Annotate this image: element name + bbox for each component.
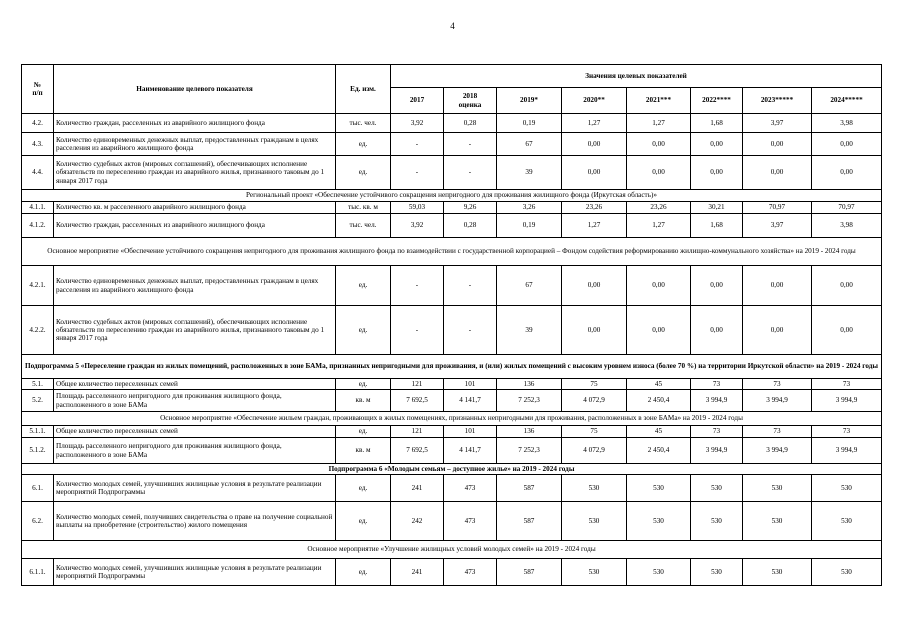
value-cell: 0,19 xyxy=(497,214,562,238)
row-number: 4.2.2. xyxy=(22,306,54,355)
row-number: 4.3. xyxy=(22,133,54,156)
section-heading: Региональный проект «Обеспечение устойчивого сокращения непригодного для проживания жилищного фонда (Иркутская область)» xyxy=(22,190,882,202)
unit-cell: ед. xyxy=(336,133,391,156)
value-cell: 0,00 xyxy=(812,306,882,355)
value-cell: 241 xyxy=(391,559,444,586)
value-cell: 0,00 xyxy=(812,266,882,306)
value-cell: 0,00 xyxy=(743,266,812,306)
indicator-name: Количество единовременных денежных выплат, предоставленных гражданам в целях расселения из аварийного жилищного фонда xyxy=(54,133,336,156)
section-row xyxy=(22,355,882,379)
value-cell: 530 xyxy=(691,559,743,586)
header-unit: Ед. изм. xyxy=(336,65,391,114)
value-cell: 3,97 xyxy=(743,214,812,238)
section-heading: Основное мероприятие «Улучшение жилищных условий молодых семей» на 2019 - 2024 годы xyxy=(22,541,882,559)
section-row xyxy=(22,238,882,266)
header-year: 2023***** xyxy=(743,88,812,114)
target-indicators-table xyxy=(21,64,882,586)
value-cell: 0,00 xyxy=(691,133,743,156)
value-cell: 73 xyxy=(691,426,743,438)
value-cell: 73 xyxy=(812,379,882,390)
value-cell: - xyxy=(391,156,444,190)
table-body xyxy=(22,114,882,586)
value-cell: 0,00 xyxy=(627,266,691,306)
value-cell: 4 141,7 xyxy=(444,390,497,412)
unit-cell: ед. xyxy=(336,266,391,306)
value-cell: 473 xyxy=(444,559,497,586)
table-row xyxy=(22,475,882,502)
row-number: 4.2. xyxy=(22,114,54,133)
header-year: 2024***** xyxy=(812,88,882,114)
value-cell: 0,19 xyxy=(497,114,562,133)
header-year: 2021*** xyxy=(627,88,691,114)
row-number: 6.1. xyxy=(22,475,54,502)
value-cell: 3,97 xyxy=(743,114,812,133)
value-cell: 4 072,9 xyxy=(562,438,627,464)
value-cell: 136 xyxy=(497,426,562,438)
unit-cell: ед. xyxy=(336,156,391,190)
indicator-name: Количество молодых семей, улучшивших жилищные условия в результате реализации мероприятий Подпрограммы xyxy=(54,559,336,586)
value-cell: 45 xyxy=(627,426,691,438)
indicator-name: Общее количество переселенных семей xyxy=(54,426,336,438)
table-row xyxy=(22,306,882,355)
value-cell: - xyxy=(444,266,497,306)
table-row xyxy=(22,559,882,586)
value-cell: 530 xyxy=(627,559,691,586)
header-year: 2020** xyxy=(562,88,627,114)
header-year: 2022**** xyxy=(691,88,743,114)
value-cell: 4 141,7 xyxy=(444,438,497,464)
table-row xyxy=(22,390,882,412)
value-cell: - xyxy=(444,156,497,190)
value-cell: 3,26 xyxy=(497,202,562,214)
value-cell: 45 xyxy=(627,379,691,390)
unit-cell: тыс. кв. м xyxy=(336,202,391,214)
table-row xyxy=(22,202,882,214)
value-cell: 70,97 xyxy=(743,202,812,214)
value-cell: 73 xyxy=(691,379,743,390)
section-row xyxy=(22,541,882,559)
section-row xyxy=(22,412,882,426)
row-number: 6.2. xyxy=(22,502,54,541)
indicator-name: Количество граждан, расселенных из аварийного жилищного фонда xyxy=(54,214,336,238)
value-cell: 7 692,5 xyxy=(391,438,444,464)
section-heading: Основное мероприятие «Обеспечение устойчивого сокращения непригодного для проживания жилищного фонда по взаимодействии с государственной корпорацией – Фондом содействия реформированию жилищно-коммунального хозяйства» на 2019 - 2024 годы xyxy=(22,238,882,266)
indicator-name: Количество судебных актов (мировых соглашений), обеспечивающих исполнение обязательств по переселению граждан из аварийного жилья, признанного таковым до 1 января 2017 года xyxy=(54,306,336,355)
value-cell: 0,00 xyxy=(812,156,882,190)
value-cell: 0,00 xyxy=(691,156,743,190)
indicator-name: Количество молодых семей, улучшивших жилищные условия в результате реализации мероприятий Подпрограммы xyxy=(54,475,336,502)
table-row xyxy=(22,502,882,541)
indicator-name: Общее количество переселенных семей xyxy=(54,379,336,390)
value-cell: 1,27 xyxy=(562,114,627,133)
value-cell: 2 450,4 xyxy=(627,390,691,412)
unit-cell: кв. м xyxy=(336,390,391,412)
value-cell: 121 xyxy=(391,426,444,438)
value-cell: 241 xyxy=(391,475,444,502)
value-cell: 530 xyxy=(812,559,882,586)
value-cell: 3 994,9 xyxy=(691,390,743,412)
value-cell: 530 xyxy=(743,559,812,586)
table-row xyxy=(22,379,882,390)
value-cell: 3 994,9 xyxy=(812,390,882,412)
value-cell: 73 xyxy=(743,426,812,438)
value-cell: 473 xyxy=(444,475,497,502)
indicator-name: Площадь расселенного непригодного для проживания жилищного фонда, расположенного в зоне БАМа xyxy=(54,390,336,412)
value-cell: 530 xyxy=(812,475,882,502)
value-cell: 0,00 xyxy=(562,156,627,190)
value-cell: 0,00 xyxy=(562,266,627,306)
row-number: 5.2. xyxy=(22,390,54,412)
value-cell: 530 xyxy=(691,475,743,502)
unit-cell: ед. xyxy=(336,379,391,390)
value-cell: 39 xyxy=(497,306,562,355)
unit-cell: ед. xyxy=(336,559,391,586)
value-cell: 0,00 xyxy=(562,306,627,355)
value-cell: 0,00 xyxy=(627,156,691,190)
value-cell: 1,68 xyxy=(691,114,743,133)
value-cell: 1,27 xyxy=(627,114,691,133)
value-cell: 70,97 xyxy=(812,202,882,214)
value-cell: 3 994,9 xyxy=(691,438,743,464)
value-cell: 3,92 xyxy=(391,214,444,238)
value-cell: 587 xyxy=(497,502,562,541)
subprogram-heading: Подпрограмма 6 «Молодым семьям – доступное жилье» на 2019 - 2024 годы xyxy=(22,464,882,475)
value-cell: 0,00 xyxy=(812,133,882,156)
row-number: 4.1.1. xyxy=(22,202,54,214)
table-row xyxy=(22,438,882,464)
value-cell: 530 xyxy=(627,502,691,541)
table-row xyxy=(22,156,882,190)
value-cell: 75 xyxy=(562,426,627,438)
value-cell: 530 xyxy=(627,475,691,502)
table-row xyxy=(22,214,882,238)
value-cell: 7 252,3 xyxy=(497,438,562,464)
value-cell: - xyxy=(444,133,497,156)
value-cell: 73 xyxy=(812,426,882,438)
indicator-name: Количество судебных актов (мировых соглашений), обеспечивающих исполнение обязательств по переселению граждан из аварийного жилья, признанного таковым до 1 января 2017 года xyxy=(54,156,336,190)
page-number: 4 xyxy=(450,21,455,31)
row-number: 4.4. xyxy=(22,156,54,190)
value-cell: 3,92 xyxy=(391,114,444,133)
table-row xyxy=(22,114,882,133)
value-cell: 3 994,9 xyxy=(812,438,882,464)
value-cell: 23,26 xyxy=(627,202,691,214)
row-number: 5.1. xyxy=(22,379,54,390)
value-cell: 2 450,4 xyxy=(627,438,691,464)
value-cell: 7 252,3 xyxy=(497,390,562,412)
value-cell: 73 xyxy=(743,379,812,390)
value-cell: 1,68 xyxy=(691,214,743,238)
value-cell: 587 xyxy=(497,475,562,502)
value-cell: 473 xyxy=(444,502,497,541)
header-year: 2019* xyxy=(497,88,562,114)
value-cell: 0,00 xyxy=(743,133,812,156)
unit-cell: ед. xyxy=(336,426,391,438)
section-row xyxy=(22,464,882,475)
value-cell: 530 xyxy=(562,475,627,502)
section-heading: Основное мероприятие «Обеспечение жильем граждан, проживающих в жилых помещениях, признанных непригодными для проживания, расположенных в зоне БАМа» на 2019 - 2024 годы xyxy=(22,412,882,426)
value-cell: 59,03 xyxy=(391,202,444,214)
value-cell: 101 xyxy=(444,379,497,390)
value-cell: 67 xyxy=(497,266,562,306)
value-cell: 242 xyxy=(391,502,444,541)
unit-cell: тыс. чел. xyxy=(336,214,391,238)
value-cell: 530 xyxy=(562,502,627,541)
value-cell: 39 xyxy=(497,156,562,190)
value-cell: 4 072,9 xyxy=(562,390,627,412)
row-number: 6.1.1. xyxy=(22,559,54,586)
value-cell: 0,00 xyxy=(691,266,743,306)
header-year: 2018 оценка xyxy=(444,88,497,114)
indicator-name: Количество молодых семей, получивших свидетельства о праве на получение социальной выплаты на приобретение (строительство) жилого помещения xyxy=(54,502,336,541)
indicator-name: Количество единовременных денежных выплат, предоставленных гражданам в целях расселения из аварийного жилищного фонда xyxy=(54,266,336,306)
value-cell: 0,00 xyxy=(627,306,691,355)
table-row xyxy=(22,266,882,306)
value-cell: 1,27 xyxy=(562,214,627,238)
value-cell: 0,28 xyxy=(444,114,497,133)
value-cell: 3 994,9 xyxy=(743,438,812,464)
value-cell: 121 xyxy=(391,379,444,390)
value-cell: 23,26 xyxy=(562,202,627,214)
value-cell: 0,00 xyxy=(691,306,743,355)
value-cell: 587 xyxy=(497,559,562,586)
header-values-group: Значения целевых показателей xyxy=(391,65,882,88)
value-cell: 3,98 xyxy=(812,114,882,133)
indicator-name: Количество граждан, расселенных из аварийного жилищного фонда xyxy=(54,114,336,133)
value-cell: 30,21 xyxy=(691,202,743,214)
value-cell: 67 xyxy=(497,133,562,156)
unit-cell: ед. xyxy=(336,306,391,355)
value-cell: - xyxy=(391,133,444,156)
header-year: 2017 xyxy=(391,88,444,114)
value-cell: 0,28 xyxy=(444,214,497,238)
indicator-name: Площадь расселенного непригодного для проживания жилищного фонда, расположенного в зоне БАМа xyxy=(54,438,336,464)
unit-cell: кв. м xyxy=(336,438,391,464)
row-number: 5.1.1. xyxy=(22,426,54,438)
header-num: № п/п xyxy=(22,65,54,114)
value-cell: 0,00 xyxy=(743,156,812,190)
unit-cell: тыс. чел. xyxy=(336,114,391,133)
unit-cell: ед. xyxy=(336,502,391,541)
section-row xyxy=(22,190,882,202)
value-cell: 530 xyxy=(812,502,882,541)
value-cell: 0,00 xyxy=(562,133,627,156)
value-cell: 9,26 xyxy=(444,202,497,214)
value-cell: 101 xyxy=(444,426,497,438)
value-cell: 530 xyxy=(743,502,812,541)
header-name: Наименование целевого показателя xyxy=(54,65,336,114)
value-cell: - xyxy=(391,306,444,355)
subprogram-heading: Подпрограмма 5 «Переселение граждан из жилых помещений, расположенных в зоне БАМа, признанных непригодными для проживания, и (или) жилых помещений с высоким уровнем износа (более 70 %) на территории Иркутской области» на 2019 - 2024 годы xyxy=(22,355,882,379)
row-number: 4.2.1. xyxy=(22,266,54,306)
value-cell: - xyxy=(391,266,444,306)
value-cell: 75 xyxy=(562,379,627,390)
value-cell: 530 xyxy=(691,502,743,541)
row-number: 4.1.2. xyxy=(22,214,54,238)
value-cell: 0,00 xyxy=(627,133,691,156)
table-row xyxy=(22,133,882,156)
table-row xyxy=(22,426,882,438)
row-number: 5.1.2. xyxy=(22,438,54,464)
value-cell: 7 692,5 xyxy=(391,390,444,412)
value-cell: 0,00 xyxy=(743,306,812,355)
value-cell: 3,98 xyxy=(812,214,882,238)
value-cell: 136 xyxy=(497,379,562,390)
value-cell: 530 xyxy=(743,475,812,502)
unit-cell: ед. xyxy=(336,475,391,502)
table-header xyxy=(22,65,882,114)
value-cell: 530 xyxy=(562,559,627,586)
indicator-name: Количество кв. м расселенного аварийного жилищного фонда xyxy=(54,202,336,214)
value-cell: - xyxy=(444,306,497,355)
value-cell: 3 994,9 xyxy=(743,390,812,412)
value-cell: 1,27 xyxy=(627,214,691,238)
